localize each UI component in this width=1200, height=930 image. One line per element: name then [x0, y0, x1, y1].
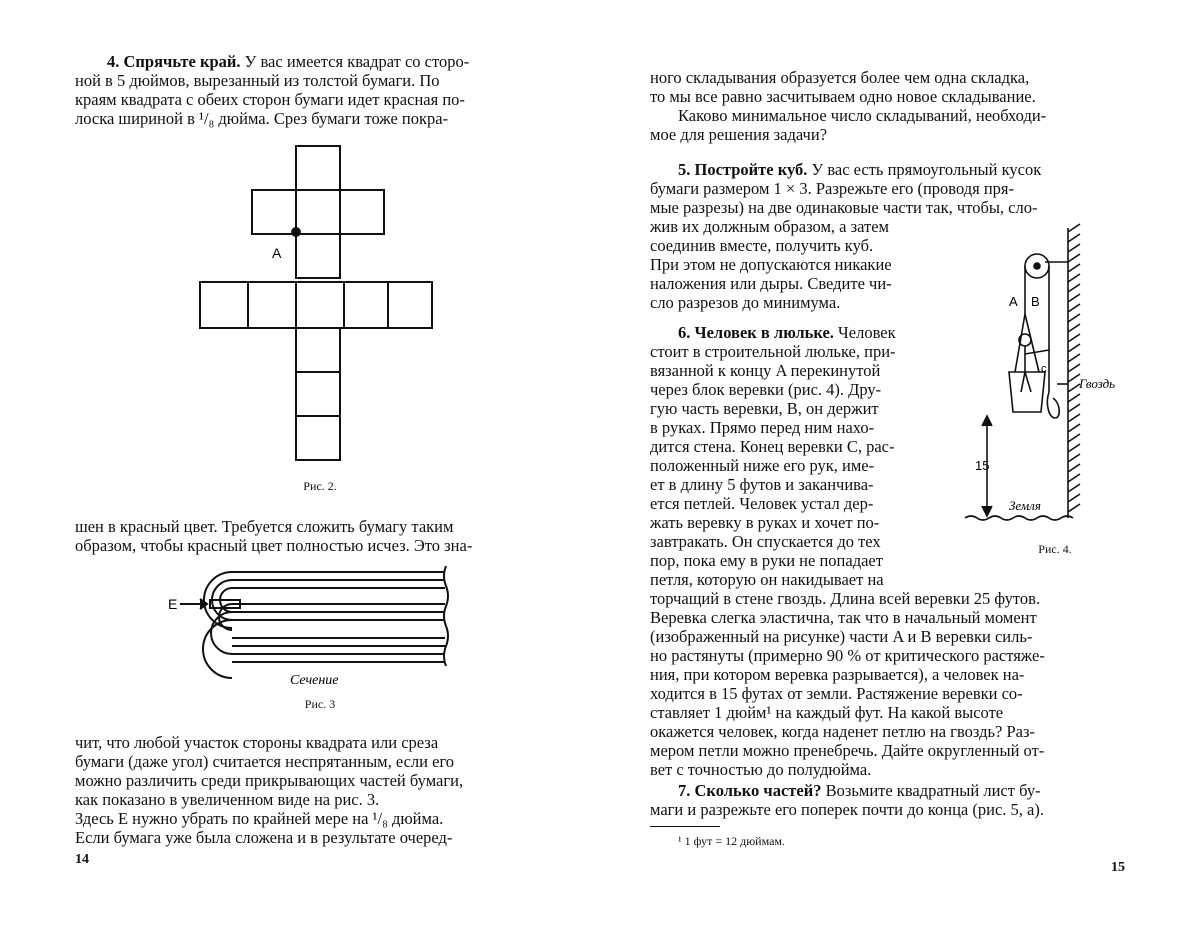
point-a-label: A: [272, 245, 282, 261]
label-e: E: [168, 596, 178, 612]
problem-4-text: [75, 52, 563, 128]
problem-7-text: [650, 781, 1180, 819]
footnote: ¹ 1 фут = 12 дюймам.: [678, 834, 786, 848]
problem-6-text-wide: [650, 589, 1180, 779]
text-line: вязанной к концу A перекинутой: [650, 361, 881, 380]
text-line: положенный ниже его рук, име-: [650, 456, 875, 475]
line-text: Возьмите квадратный лист бу-: [821, 781, 1041, 800]
line-text: У вас есть прямоугольный кусок: [807, 160, 1042, 179]
text-line: образом, чтобы красный цвет полностью исчез. Это зна-: [75, 536, 473, 555]
line-text: Человек: [833, 323, 896, 342]
figure-2-cross-net: [0, 140, 600, 500]
figure-3-fold-section: [0, 560, 600, 720]
text-line: шен в красный цвет. Требуется сложить бумагу таким: [75, 517, 454, 536]
problem-heading: 4. Спрячьте край.: [107, 52, 241, 71]
problem-5-text: [650, 160, 1180, 217]
label-c: c: [1041, 363, 1047, 375]
text-line: но растянуты (примерно 90 % от критического растяже-: [650, 646, 1045, 665]
text-line: гую часть веревки, B, он держит: [650, 399, 879, 418]
text-line: бумаги размером 1 × 3. Разрежьте его (проводя пря-: [650, 179, 1015, 198]
text-line: окажется человек, когда наденет петлю на гвоздь? Раз-: [650, 722, 1035, 741]
text-line: краям квадрата с обеих сторон бумаги идет красная по-: [75, 90, 465, 109]
text-line: как показано в увеличенном виде на рис. 3.: [75, 790, 380, 809]
footnote-rule: [650, 826, 720, 827]
text-line: ходится в 15 футах от земли. Растяжение веревки со-: [650, 684, 1023, 703]
page-number-left: 14: [75, 852, 89, 867]
text-line: пор, пока ему в руки не попадает: [650, 551, 883, 570]
section-label: Сечение: [290, 673, 339, 688]
problem-heading: 6. Человек в люльке.: [678, 323, 834, 342]
text-line: то мы все равно засчитываем одно новое складывание.: [650, 87, 1036, 106]
text-line: можно различить среди прикрывающих частей бумаги,: [75, 771, 464, 790]
text-line: ставляет 1 дюйм¹ на каждый фут. На какой высоте: [650, 703, 1004, 722]
text-line: [75, 52, 563, 71]
text-line: Веревка слегка эластична, так что в начальный момент: [650, 608, 1037, 627]
label-b: B: [1031, 294, 1040, 309]
page-number-right: 15: [1111, 860, 1125, 875]
text-line: мером петли можно пренебречь. Дайте округленный от-: [650, 741, 1045, 760]
continuation-text: [650, 68, 1180, 144]
label-a: A: [1009, 294, 1018, 309]
text-line: сло разрезов до минимума.: [650, 293, 841, 312]
text-line: вет с точностью до полудюйма.: [650, 760, 872, 779]
text-line: Здесь E нужно убрать по крайней мере на ¹/₈ дюйма.: [75, 809, 444, 828]
text-line: (изображенный на рисунке) части A и B веревки силь-: [650, 627, 1033, 646]
text-line: ного складывания образуется более чем одна складка,: [650, 68, 1030, 87]
text-line: ет в длину 5 футов и заканчива-: [650, 475, 874, 494]
text-line: петля, которую он накидывает на: [650, 570, 884, 589]
text-line: мые разрезы) на две одинаковые части так, чтобы, сло-: [650, 198, 1038, 217]
text-line: стоит в строительной люльке, при-: [650, 342, 896, 361]
problem-4-text-cont: [75, 517, 563, 555]
text-line: лоска шириной в ¹/₈ дюйма. Срез бумаги тоже покра-: [75, 109, 449, 128]
text-line: [650, 323, 954, 342]
ground-label: Земля: [1009, 498, 1041, 513]
text-line: торчащий в стене гвоздь. Длина всей веревки 25 футов.: [650, 589, 1041, 608]
text-line: Если бумага уже была сложена и в результате очеред-: [75, 828, 453, 847]
text-line: жив их должным образом, а затем: [650, 217, 890, 236]
text-line: через блок веревки (рис. 4). Дру-: [650, 380, 882, 399]
right-page: [600, 0, 1200, 930]
text-line: наложения или дыры. Сведите чи-: [650, 274, 892, 293]
text-line: Каково минимальное число складываний, необходи-: [678, 106, 1047, 125]
height-label: 15: [975, 458, 990, 473]
text-line: соединив вместе, получить куб.: [650, 236, 874, 255]
text-line: ния, при котором веревка разрывается), а человек на-: [650, 665, 1025, 684]
text-line: завтракать. Он спускается до тех: [650, 532, 881, 551]
nail-label: Гвоздь: [1079, 376, 1116, 391]
text-line: [650, 160, 1180, 179]
figure-4-man-in-cradle: [965, 222, 1185, 542]
figure-3-caption: Рис. 3: [304, 697, 336, 711]
text-line: жать веревку в руках и хочет по-: [650, 513, 880, 532]
problem-6-text-narrow: [650, 323, 954, 589]
problem-heading: 5. Постройте куб.: [678, 160, 808, 179]
figure-2-caption: Рис. 2.: [303, 479, 337, 493]
problem-5-text-narrow: [650, 217, 954, 312]
text-line: чит, что любой участок стороны квадрата или среза: [75, 733, 439, 752]
problem-4-text-end: [75, 733, 563, 847]
text-line: При этом не допускаются никакие: [650, 255, 892, 274]
problem-heading: 7. Сколько частей?: [678, 781, 822, 800]
text-line: ной в 5 дюймов, вырезанный из толстой бумаги. По: [75, 71, 440, 90]
text-line: дится стена. Конец веревки C, рас-: [650, 437, 895, 456]
text-line: ется петлей. Человек устал дер-: [650, 494, 874, 513]
figure-4-caption: Рис. 4.: [1038, 542, 1072, 556]
text-line: [650, 781, 1180, 800]
text-line: бумаги (даже угол) считается неспрятанным, если его: [75, 752, 455, 771]
text-line: мое для решения задачи?: [650, 125, 828, 144]
line-text: У вас имеется квадрат со сторо-: [240, 52, 470, 71]
text-line: маги и разрежьте его поперек почти до конца (рис. 5, a).: [650, 800, 1044, 819]
text-line: в руках. Прямо перед ним нахо-: [650, 418, 875, 437]
